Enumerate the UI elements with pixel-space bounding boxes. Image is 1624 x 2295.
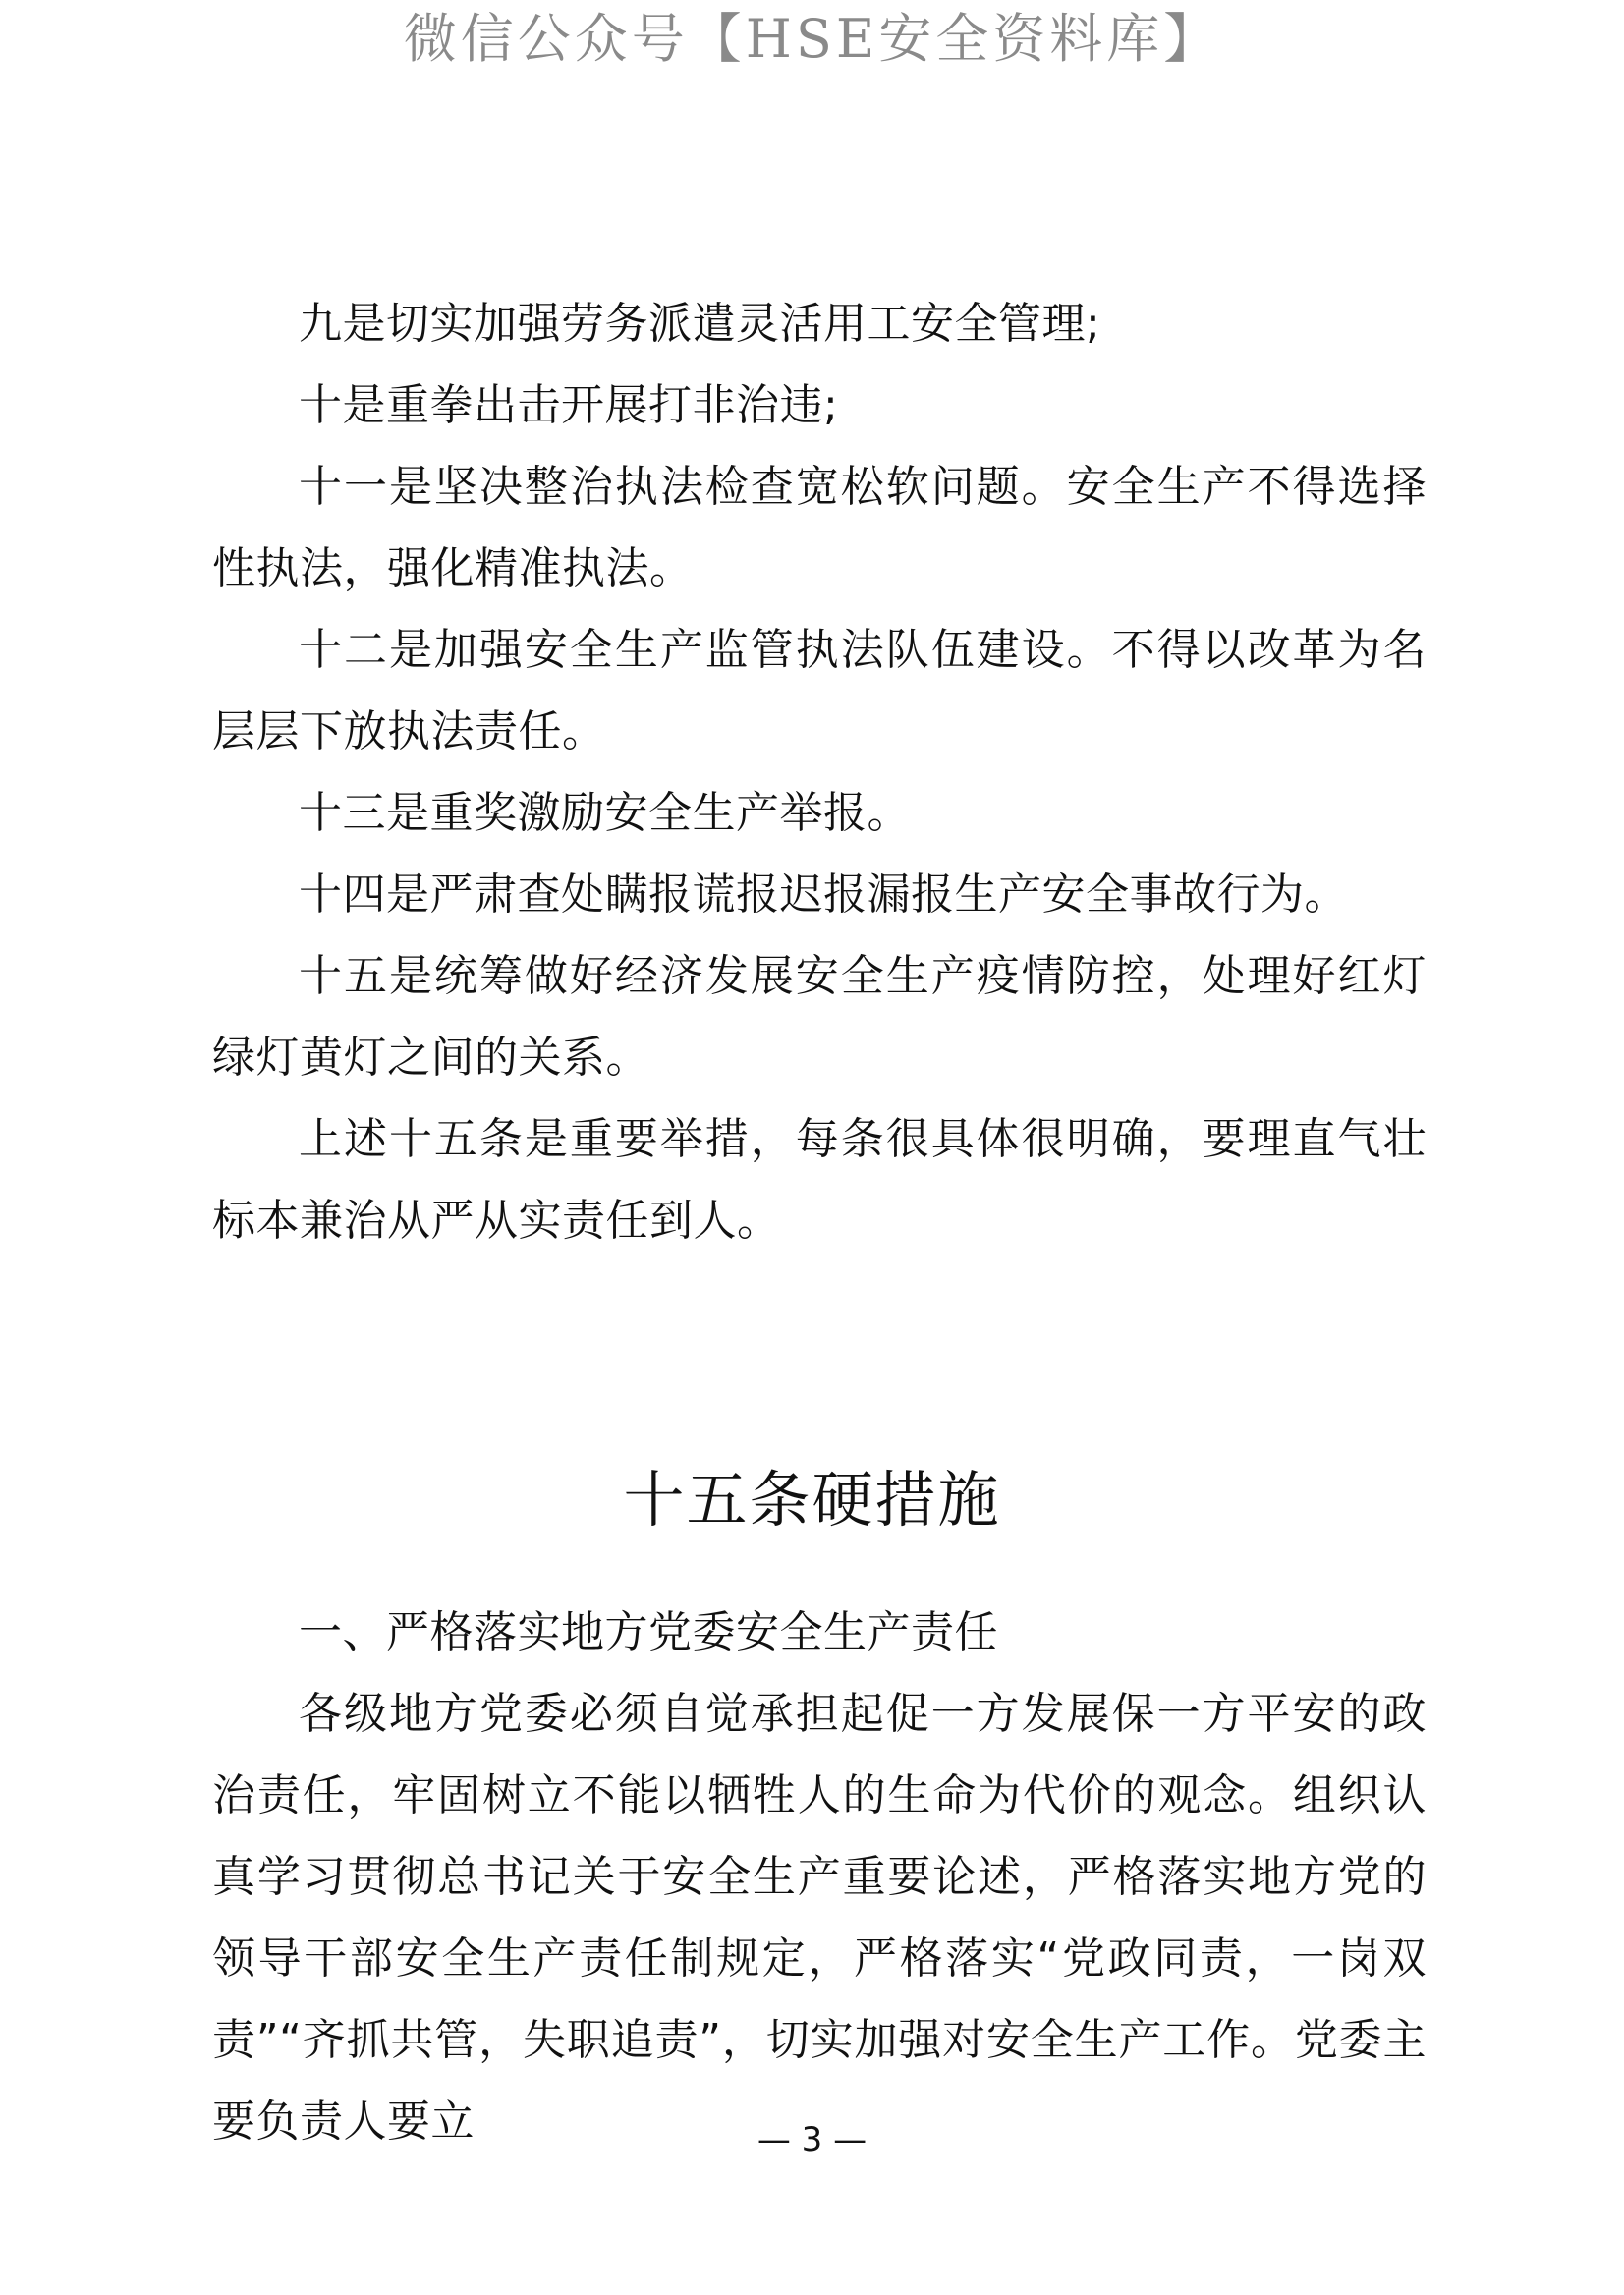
page-number: — 3 — bbox=[756, 2120, 868, 2159]
list-item: 十是重拳出击开展打非治违; bbox=[299, 380, 839, 430]
section-title: 十五条硬措施 bbox=[623, 1464, 1001, 1536]
measures-list bbox=[212, 283, 1427, 1261]
list-item: 十五是统筹做好经济发展安全生产疫情防控，处理好红灯绿灯黄灯之间的关系。 bbox=[212, 951, 1427, 1083]
section-paragraph: 各级地方党委必须自觉承担起促一方发展保一方平安的政治责任，牢固树立不能以牺牲人的生命为代价的观念。组织认真学习贯彻总书记关于安全生产重要论述，严格落实地方党的领导干部安全生产责任制规定，严格落实“党政同责，一岗双责”“齐抓共管，失职追责”，切实加强对安全生产工作。党委主要负责人要立 bbox=[212, 1689, 1427, 2147]
watermark-header: 微信公众号【HSE安全资料库】 bbox=[403, 8, 1221, 70]
list-item: 十四是严肃查处瞒报谎报迟报漏报生产安全事故行为。 bbox=[299, 869, 1348, 920]
list-item: 九是切实加强劳务派遣灵活用工安全管理; bbox=[299, 299, 1101, 349]
list-item: 上述十五条是重要举措，每条很具体很明确，要理直气壮标本兼治从严从实责任到人。 bbox=[212, 1114, 1427, 1246]
section-subheading: 一、严格落实地方党委安全生产责任 bbox=[299, 1607, 998, 1657]
section-body bbox=[212, 1592, 1427, 2162]
list-item: 十三是重奖激励安全生产举报。 bbox=[299, 788, 911, 838]
list-item: 十一是坚决整治执法检查宽松软问题。安全生产不得选择性执法，强化精准执法。 bbox=[212, 462, 1427, 593]
list-item: 十二是加强安全生产监管执法队伍建设。不得以改革为名层层下放执法责任。 bbox=[212, 625, 1427, 756]
